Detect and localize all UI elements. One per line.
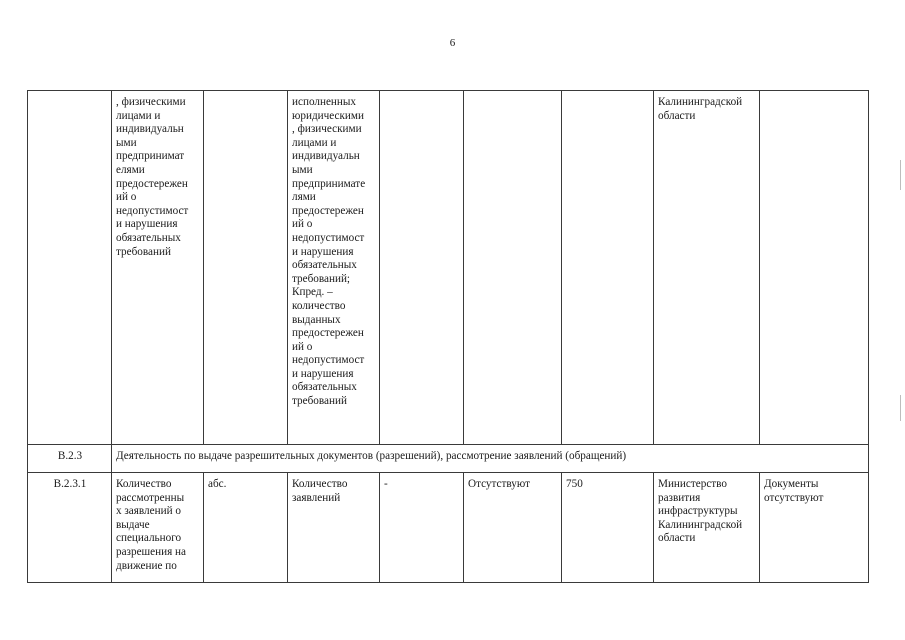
table-cell: Документы отсутствуют	[760, 473, 869, 583]
section-code: В.2.3	[28, 445, 112, 473]
table-cell: , физическими лицами и индивидуальн ыми предпринимат елями предостережен ий о недопустимост и нарушения обязательных требований	[112, 91, 204, 445]
table-cell	[204, 91, 288, 445]
table-cell: 750	[562, 473, 654, 583]
table-cell: В.2.3.1	[28, 473, 112, 583]
scan-edge-mark	[900, 395, 901, 421]
table-cell: Количество рассмотренны х заявлений о выдаче специального разрешения на движение по	[112, 473, 204, 583]
table-cell: Отсутствуют	[464, 473, 562, 583]
indicators-table	[27, 90, 869, 583]
table-cell	[760, 91, 869, 445]
table-cell: -	[380, 473, 464, 583]
table-cell	[464, 91, 562, 445]
table-cell: Количество заявлений	[288, 473, 380, 583]
table-cell: абс.	[204, 473, 288, 583]
table-cell	[28, 91, 112, 445]
section-row	[28, 445, 869, 473]
table-cell: исполненных юридическими , физическими лицами и индивидуальн ыми предпринимате лями предостережен ий о недопустимост и нарушения обязательных требований; Кпред. – количество выданных предостережен ий о недопустимост и нарушения обязательных требований	[288, 91, 380, 445]
page-number: 6	[449, 37, 456, 49]
table-row	[28, 473, 869, 583]
table-cell	[562, 91, 654, 445]
table-cell: Министерство развития инфраструктуры Калининградской области	[654, 473, 760, 583]
table-cell	[380, 91, 464, 445]
table-cell: Калининградской области	[654, 91, 760, 445]
section-title: Деятельность по выдаче разрешительных документов (разрешений), рассмотрение заявлений (обращений)	[112, 445, 869, 473]
table-row	[28, 91, 869, 445]
scan-edge-mark	[900, 160, 901, 190]
